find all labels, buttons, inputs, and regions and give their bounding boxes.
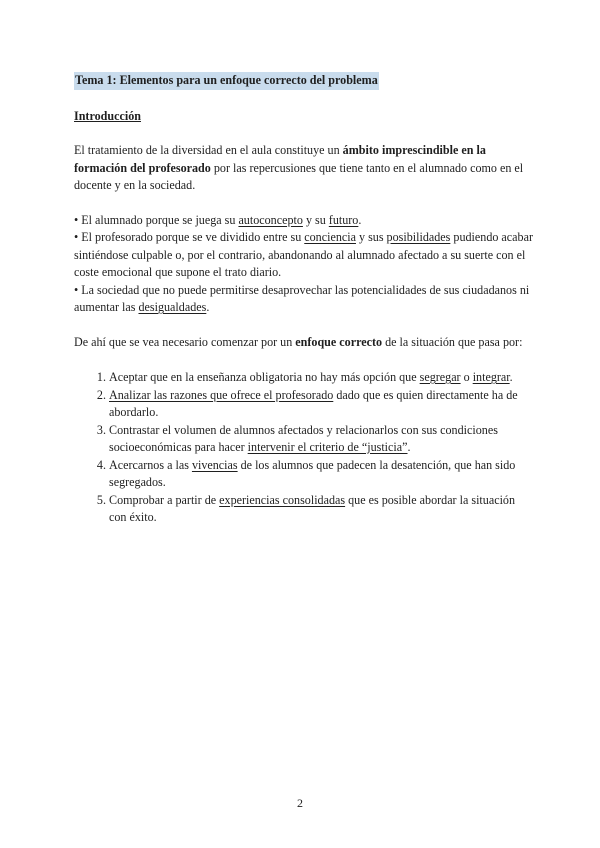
underlined-term: integrar <box>472 370 510 384</box>
lead-text-1: De ahí que se vea necesario comenzar por un <box>74 334 296 349</box>
intro-text-2: por las repercusiones que tiene tanto en el alumnado como en el docente y en la sociedad. <box>74 160 524 192</box>
bullet-text: • El alumnado porque se juega su <box>74 212 239 227</box>
numbered-list <box>74 369 534 527</box>
intro-paragraph <box>74 142 534 195</box>
underlined-term: segregar <box>419 370 461 384</box>
lead-bold: enfoque correcto <box>295 334 383 349</box>
underlined-term: Analizar las razones que ofrece el profesorado <box>109 387 334 402</box>
underlined-term: autoconcepto <box>238 212 303 227</box>
item-text: o <box>460 370 473 384</box>
underlined-term: experiencias consolidadas <box>219 492 346 507</box>
underlined-term: intervenir el criterio de “justicia” <box>247 440 408 454</box>
item-text: Aceptar que en la enseñanza obligatoria no hay más opción que <box>109 370 420 384</box>
list-item <box>109 492 534 527</box>
underlined-term: futuro <box>328 212 359 227</box>
title-line <box>74 72 534 90</box>
bullet-profesorado <box>74 229 534 282</box>
list-item <box>109 387 534 422</box>
item-text: . <box>509 370 513 384</box>
lead-text-2: de la situación que pasa por: <box>382 334 523 349</box>
underlined-term: desigualdades <box>138 300 207 314</box>
lead-paragraph <box>74 334 534 352</box>
item-text: Contrastar el volumen de alumnos afectados y relacionarlos con sus condiciones socioeconómicas para hacer <box>109 422 498 454</box>
bullet-text: • El profesorado porque se ve dividido entre su <box>74 230 305 244</box>
underlined-term: vivencias <box>191 457 238 472</box>
bullet-text: y su <box>302 212 329 227</box>
intro-bold: ámbito imprescindible en la formación del profesorado <box>74 143 486 175</box>
item-text: que es posible abordar la situación con éxito. <box>109 492 516 524</box>
item-text: de los alumnos que padecen la desatención, que han sido segregados. <box>109 457 516 489</box>
bullet-text: pudiendo acabar sintiéndose culpable o, por el contrario, abandonando al alumnado afectado a su suerte con el coste emocional que supone el trato diario. <box>74 230 533 279</box>
item-text: dado que es quien directamente ha de abordarlo. <box>109 387 518 419</box>
bullet-text: y sus <box>355 230 387 244</box>
underlined-term: posibilidades <box>386 230 451 244</box>
item-text: Comprobar a partir de <box>109 492 220 507</box>
item-text: Acercarnos a las <box>109 457 192 472</box>
page-number: 2 <box>297 796 303 810</box>
bullet-text: • La sociedad que no puede permitirse desaprovechar las potencialidades de sus ciudadanos ni aumentar las <box>74 282 530 314</box>
document-page <box>74 72 534 527</box>
list-item <box>109 369 534 387</box>
section-title: Tema 1: Elementos para un enfoque correcto del problema <box>74 72 379 90</box>
item-text: . <box>407 440 411 454</box>
bullet-text: . <box>206 300 210 314</box>
list-item <box>109 457 534 492</box>
bullet-sociedad <box>74 282 534 317</box>
intro-heading: Introducción <box>74 108 141 123</box>
bullet-list <box>74 212 534 317</box>
list-item <box>109 422 534 457</box>
bullet-text: . <box>358 212 362 227</box>
underlined-term: conciencia <box>304 230 356 244</box>
intro-text-1: El tratamiento de la diversidad en el aula constituye un <box>74 143 343 157</box>
bullet-alumnado <box>74 212 534 230</box>
